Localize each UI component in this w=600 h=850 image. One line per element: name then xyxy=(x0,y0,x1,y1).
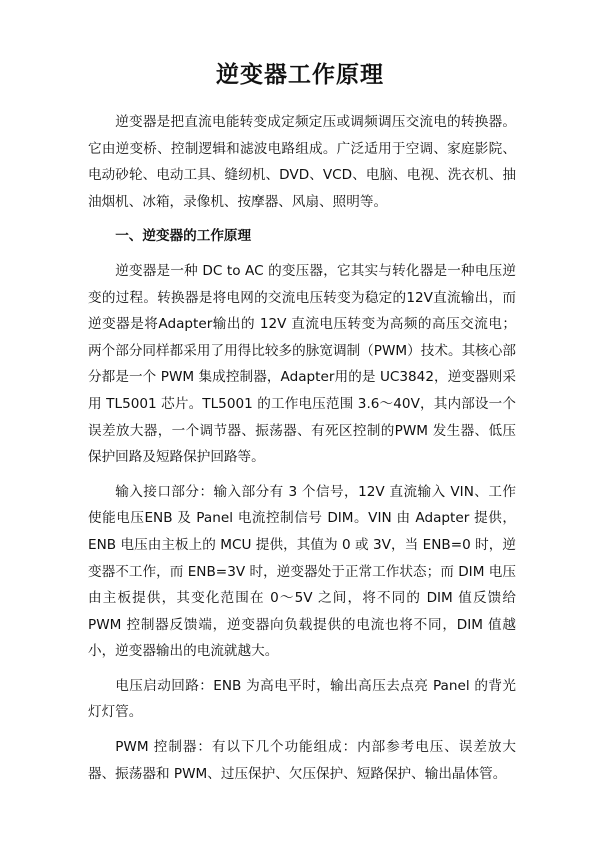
document-title: 逆变器工作原理 xyxy=(216,62,384,88)
working-principle-paragraph: 逆变器是一种 DC to AC 的变压器，它其实与转化器是一种电压逆变的过程。转换器是将电网的交流电压转变为稳定的12V直流输出，而逆变器是将Adapter输出的 12V 直流电压转变为高频的高压交流电；两个部分同样都采用了用得比较多的脉宽调制（PWM）技术。其核心部分都是一个 PWM 集成控制器，Adapter用的是 UC3842，逆变器则采用 TL5001 芯片。TL5001 的工作电压范围 3.6～40V，其内部设一个误差放大器，一个调节器、振荡器、有死区控制的PWM 发生器、低压保护回路及短路保护回路等。 xyxy=(88,262,516,466)
pwm-controller-paragraph: PWM 控制器：有以下几个功能组成：内部参考电压、误差放大器、振荡器和 PWM、过压保护、欠压保护、短路保护、输出晶体管。 xyxy=(88,739,516,782)
document-body xyxy=(88,109,516,795)
voltage-startup-paragraph: 电压启动回路：ENB 为高电平时，输出高压去点亮 Panel 的背光灯灯管。 xyxy=(88,677,516,721)
intro-paragraph: 逆变器是把直流电能转变成定频定压或调频调压交流电的转换器。它由逆变桥、控制逻辑和滤波电路组成。广泛适用于空调、家庭影院、电动砂轮、电动工具、缝纫机、DVD、VCD、电脑、电视、洗衣机、抽油烟机、冰箱，录像机、按摩器、风扇、照明等。 xyxy=(88,114,516,210)
input-interface-paragraph: 输入接口部分：输入部分有 3 个信号，12V 直流输入 VIN、工作使能电压ENB 及 Panel 电流控制信号 DIM。VIN 由 Adapter 提供，ENB 电压由主板上的 MCU 提供，其值为 0 或 3V，当 ENB=0 时，逆变器不工作，而 ENB=3V 时，逆变器处于正常工作状态；而 DIM 电压由主板提供，其变化范围在 0～5V 之间，将不同的 DIM 值反馈给 PWM 控制器反馈端，逆变器向负载提供的电流也将不同，DIM 值越小，逆变器输出的电流就越大。 xyxy=(88,483,516,660)
section-heading: 一、逆变器的工作原理 xyxy=(115,228,252,245)
